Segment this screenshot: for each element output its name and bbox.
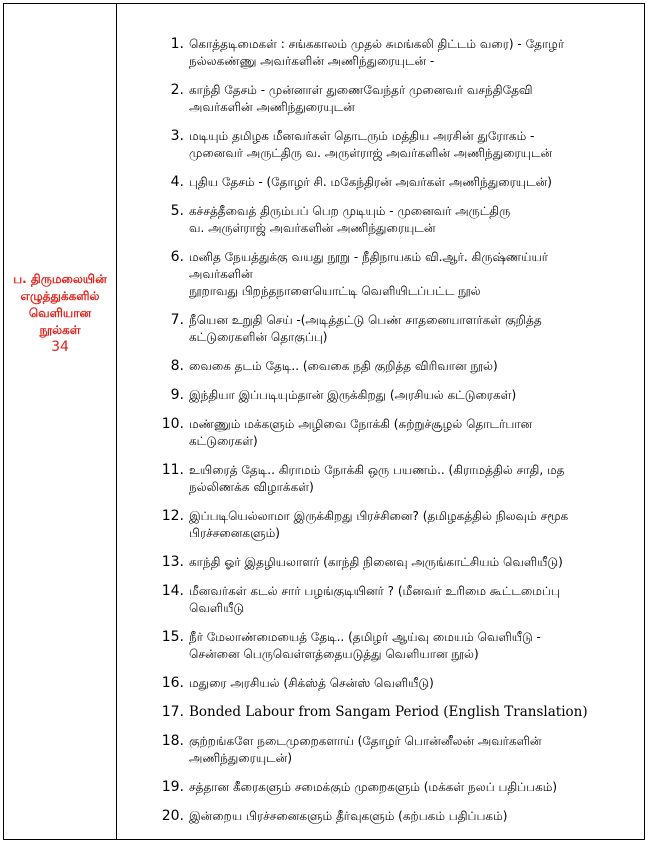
item-line-1: சத்தான கீரைகளும் சமைக்கும் முறைகளும் (மக்கள் நலப் பதிப்பகம்) [189, 780, 558, 794]
item-line-2: நல்லகண்ணு அவர்களின் அணிந்துரையுடன் - [189, 54, 435, 68]
item-line-1: கச்சத்தீவைத் திரும்பப் பெற முடியும் - முனைவர் அருட்திரு [189, 204, 511, 218]
item-line-1: காந்தி ஓர் இதழியலாளர் (காந்தி நினைவு அருங்காட்சியம் வெளியீடு) [189, 555, 563, 569]
list-item [160, 358, 630, 375]
list-item [160, 508, 630, 542]
item-text [189, 174, 630, 191]
item-text [189, 704, 630, 721]
list-item [160, 249, 630, 300]
category-line-4: நூல்கள் [39, 323, 81, 337]
list-item [160, 312, 630, 346]
item-line-1: புதிய தேசம் - (தோழர் சி. மகேந்திரன் அவர்கள் அணிந்துரையுடன்) [189, 175, 552, 189]
item-line-1: மண்ணும் மக்களும் அழிவை நோக்கி (சுற்றுச்சூழல் தொடர்பான [189, 417, 533, 431]
item-line-2: அவர்களின் அணிந்துரையுடன் [189, 100, 355, 114]
item-text [189, 808, 630, 825]
item-text [189, 779, 630, 796]
list-item [160, 554, 630, 571]
item-number: 4. [170, 174, 184, 190]
item-number: 18. [161, 733, 184, 749]
list-item [160, 462, 630, 496]
item-number: 6. [170, 249, 184, 265]
item-number: 2. [170, 82, 184, 98]
list-item [160, 733, 630, 767]
list-item [160, 779, 630, 796]
item-text [189, 387, 630, 404]
item-line-1: மடியும் தமிழக மீனவர்கள் தொடரும் மத்திய அரசின் துரோகம் - [189, 129, 535, 143]
item-number: 5. [170, 203, 184, 219]
category-line-3: வெளியான [28, 306, 92, 320]
item-line-2: பிரச்சனைகளும்) [189, 526, 280, 540]
list-item [160, 82, 630, 116]
item-number: 3. [170, 128, 184, 144]
list-item [160, 174, 630, 191]
item-text [189, 629, 630, 663]
item-text [189, 733, 630, 767]
item-text [189, 249, 630, 300]
item-text [189, 312, 630, 346]
item-number: 16. [161, 675, 184, 691]
item-number: 13. [161, 554, 184, 570]
item-line-1: கொத்தடிமைகள் : சங்ககாலம் முதல் சுமங்கலி திட்டம் வரை) - தோழர் [189, 37, 565, 51]
list-item [160, 704, 630, 721]
item-number: 15. [161, 629, 184, 645]
item-text [189, 358, 630, 375]
item-line-1: நீர் மேலாண்மையைத் தேடி.. (தமிழர் ஆய்வு மையம் வெளியீடு - [189, 630, 541, 644]
list-item [160, 808, 630, 825]
list-item [160, 675, 630, 692]
list-item [160, 583, 630, 617]
item-line-2: கட்டுரைகளின் தொகுப்பு) [189, 330, 328, 344]
item-line-2: அணிந்துரையுடன்) [189, 751, 293, 765]
item-number: 1. [170, 36, 184, 52]
item-line-1: மதுரை அரசியல் (சிக்ஸ்த் சென்ஸ் வெளியீடு) [189, 676, 434, 690]
item-line-1: மீனவர்கள் கடல் சார் பழங்குடியினர் ? (மீனவர் உரிமை கூட்டமைப்பு [189, 584, 560, 598]
item-number: 14. [161, 583, 184, 599]
item-line-2: அவர்களின் [189, 267, 253, 281]
item-line-1: வைகை தடம் தேடி.. (வைகை நதி குறித்த விரிவான நூல்) [189, 359, 498, 373]
item-number: 9. [170, 387, 184, 403]
book-count: 34 [51, 339, 69, 355]
item-text [189, 416, 630, 450]
book-list [160, 36, 630, 837]
category-cell [4, 271, 116, 356]
item-number: 17. [161, 704, 184, 720]
item-line-1: இன்றைய பிரச்சனைகளும் தீர்வுகளும் (கற்பகம் பதிப்பகம்) [189, 809, 508, 823]
item-text [189, 508, 630, 542]
item-line-3: நூறாவது பிறந்தநாளையொட்டி வெளியிடப்பட்ட நூல் [189, 284, 481, 298]
item-text [189, 203, 630, 237]
item-text [189, 554, 630, 571]
item-number: 11. [161, 462, 184, 478]
list-item [160, 128, 630, 162]
category-line-2: எழுத்துக்களில் [20, 289, 100, 303]
item-line-2: முனைவர் அருட்திரு வ. அருள்ராஜ் அவர்களின் அணிந்துரையுடன் [189, 146, 553, 160]
item-line-1: இப்படியெல்லாமா இருக்கிறது பிரச்சினை? (தமிழகத்தில் நிலவும் சமூக [189, 509, 569, 523]
item-line-1: இந்தியா இப்படியும்தான் இருக்கிறது (அரசியல் கட்டுரைகள்) [189, 388, 517, 402]
item-text [189, 675, 630, 692]
item-line-2: வ. அருள்ராஜ் அவர்களின் அணிந்துரையுடன் [189, 221, 436, 235]
list-item [160, 203, 630, 237]
item-line-1: காந்தி தேசம் - முன்னாள் துணைவேந்தர் முனைவர் வசந்திதேவி [189, 83, 533, 97]
item-line-2: சென்னை பெருவெள்ளத்தையடுத்து வெளியான நூல்) [189, 647, 479, 661]
list-item [160, 387, 630, 404]
list-item [160, 416, 630, 450]
item-line-2: நல்லிணக்க விழாக்கள்) [189, 480, 314, 494]
item-line-2: கட்டுரைகள்) [189, 434, 258, 448]
item-number: 19. [161, 779, 184, 795]
item-number: 10. [161, 416, 184, 432]
item-line-1: Bonded Labour from Sangam Period (English Translation) [189, 704, 588, 720]
item-number: 12. [161, 508, 184, 524]
item-number: 7. [170, 312, 184, 328]
item-text [189, 583, 630, 617]
item-number: 8. [170, 358, 184, 374]
list-item [160, 36, 630, 70]
item-text [189, 82, 630, 116]
item-line-1: குற்றங்களே நடைமுறைகளாய் (தோழர் பொன்னீலன் அவர்களின் [189, 734, 542, 748]
item-text [189, 36, 630, 70]
category-line-1: ப. திருமலையின் [13, 272, 107, 286]
item-line-1: நீயென உறுதி செய் -(அடித்தட்டு பெண் சாதனையாளர்கள் குறித்த [189, 313, 542, 327]
list-item [160, 629, 630, 663]
item-line-1: உயிரைத் தேடி.. கிராமம் நோக்கி ஒரு பயணம்.. (கிராமத்தில் சாதி, மத [189, 463, 565, 477]
item-line-2: வெளியீடு [189, 601, 245, 615]
item-line-1: மனித நேயத்துக்கு வயது நூறு - நீதிநாயகம் வி.ஆர். கிருஷ்ணய்யர் [189, 250, 549, 264]
item-number: 20. [161, 808, 184, 824]
item-text [189, 128, 630, 162]
item-text [189, 462, 630, 496]
column-divider [116, 4, 117, 839]
